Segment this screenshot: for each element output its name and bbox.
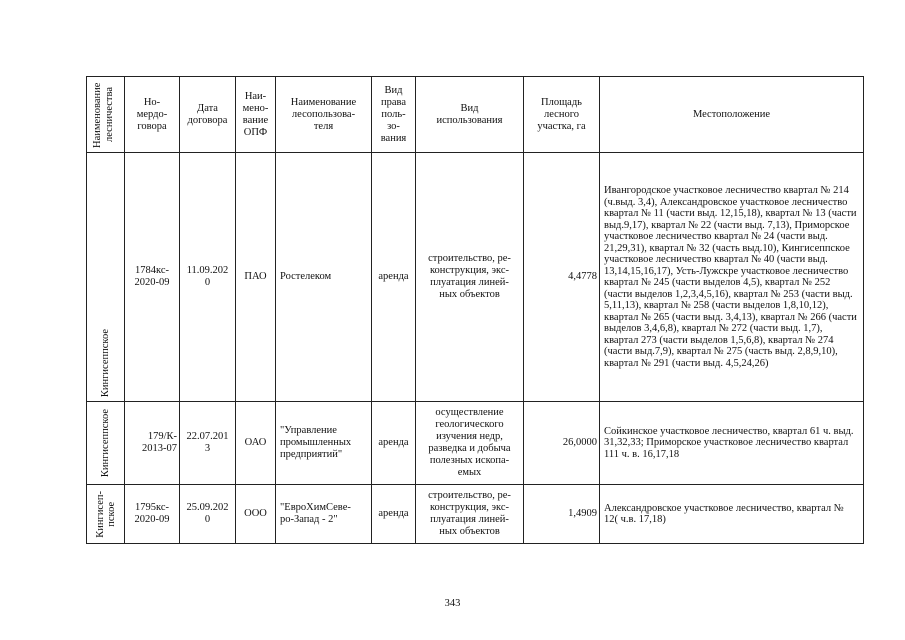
cell-forestry: Кингисеппское bbox=[87, 153, 125, 402]
header-contract-number: Но- мердо- говора bbox=[125, 77, 180, 153]
cell-opf: ОАО bbox=[236, 402, 276, 485]
cell-user: "ЕвроХимСеве- ро-Запад - 2" bbox=[276, 485, 372, 544]
table-row bbox=[87, 153, 864, 402]
header-opf: Наи- мено- вание ОПФ bbox=[236, 77, 276, 153]
cell-contract-number: 179/К- 2013-07 bbox=[125, 402, 180, 485]
cell-right: аренда bbox=[372, 153, 416, 402]
cell-forestry: Кингисеп- пское bbox=[87, 485, 125, 544]
cell-contract-number: 1784кс- 2020-09 bbox=[125, 153, 180, 402]
cell-location: Ивангородское участковое лесничество квартал № 214 (ч.выд. 3,4), Александровское участковое лесничество квартал № 11 (части выд. 12,15,18), квартал № 13 (части выд.9,17), квартал № 22 (части выд. 7,13), Приморское участковое лесничество квартал № 24 (части выд. 21,29,31), квартал № 32 (часть выд.10), Кингисеппское участковое лесничество квартал № 40 (части выд. 13,14,15,16,17), Усть-Лужскре участковое лесничество квартал № 245 (части выделов 4,5), квартал № 252 (части выделов 1,2,3,4,5,16), квартал № 253 (части выд. 5,11,13), квартал № 258 (части выделов 1,8,10,12), квартал № 265 (части выд. 3,4,13), квартал № 266 (части выделов 3,4,6,8), квартал № 272 (части выд. 1,7), квартал 273 (части выделов 1,5,6,8), квартал № 274 (части выд.7,9), квартал № 275 (часть выд. 2,8,9,10), квартал № 291 (части выд. 4,5,24,26) bbox=[600, 153, 864, 402]
cell-user: Ростелеком bbox=[276, 153, 372, 402]
header-location: Местоположение bbox=[600, 77, 864, 153]
cell-contract-date: 25.09.202 0 bbox=[180, 485, 236, 544]
cell-usage: строительство, ре- конструкция, экс- плуатация линей- ных объектов bbox=[416, 485, 524, 544]
header-row bbox=[87, 77, 864, 153]
cell-right: аренда bbox=[372, 402, 416, 485]
cell-area: 1,4909 bbox=[524, 485, 600, 544]
cell-contract-number: 1795кс- 2020-09 bbox=[125, 485, 180, 544]
cell-area: 26,0000 bbox=[524, 402, 600, 485]
cell-right: аренда bbox=[372, 485, 416, 544]
header-area: Площадь лесного участка, га bbox=[524, 77, 600, 153]
cell-forestry: Кингисеппское bbox=[87, 402, 125, 485]
header-right-type: Вид права поль- зо- вания bbox=[372, 77, 416, 153]
cell-opf: ПАО bbox=[236, 153, 276, 402]
cell-opf: ООО bbox=[236, 485, 276, 544]
header-contract-date: Дата договора bbox=[180, 77, 236, 153]
cell-location: Сойкинское участковое лесничество, квартал 61 ч. выд. 31,32,33; Приморское участковое лесничество квартал 111 ч. в. 16,17,18 bbox=[600, 402, 864, 485]
lease-table bbox=[86, 76, 864, 544]
cell-usage: осуществление геологического изучения недр, разведка и добыча полезных ископа- емых bbox=[416, 402, 524, 485]
cell-user: "Управление промышленных предприятий" bbox=[276, 402, 372, 485]
page-number: 343 bbox=[444, 598, 461, 609]
cell-contract-date: 11.09.202 0 bbox=[180, 153, 236, 402]
cell-location: Александровское участковое лесничество, квартал № 12( ч.в. 17,18) bbox=[600, 485, 864, 544]
cell-area: 4,4778 bbox=[524, 153, 600, 402]
cell-usage: строительство, ре- конструкция, экс- плуатация линей- ных объектов bbox=[416, 153, 524, 402]
header-usage-type: Вид использования bbox=[416, 77, 524, 153]
cell-contract-date: 22.07.201 3 bbox=[180, 402, 236, 485]
header-forestry: Наименование лесничества bbox=[87, 77, 125, 153]
table-row bbox=[87, 402, 864, 485]
header-user-name: Наименование лесопользова- теля bbox=[276, 77, 372, 153]
table-row bbox=[87, 485, 864, 544]
